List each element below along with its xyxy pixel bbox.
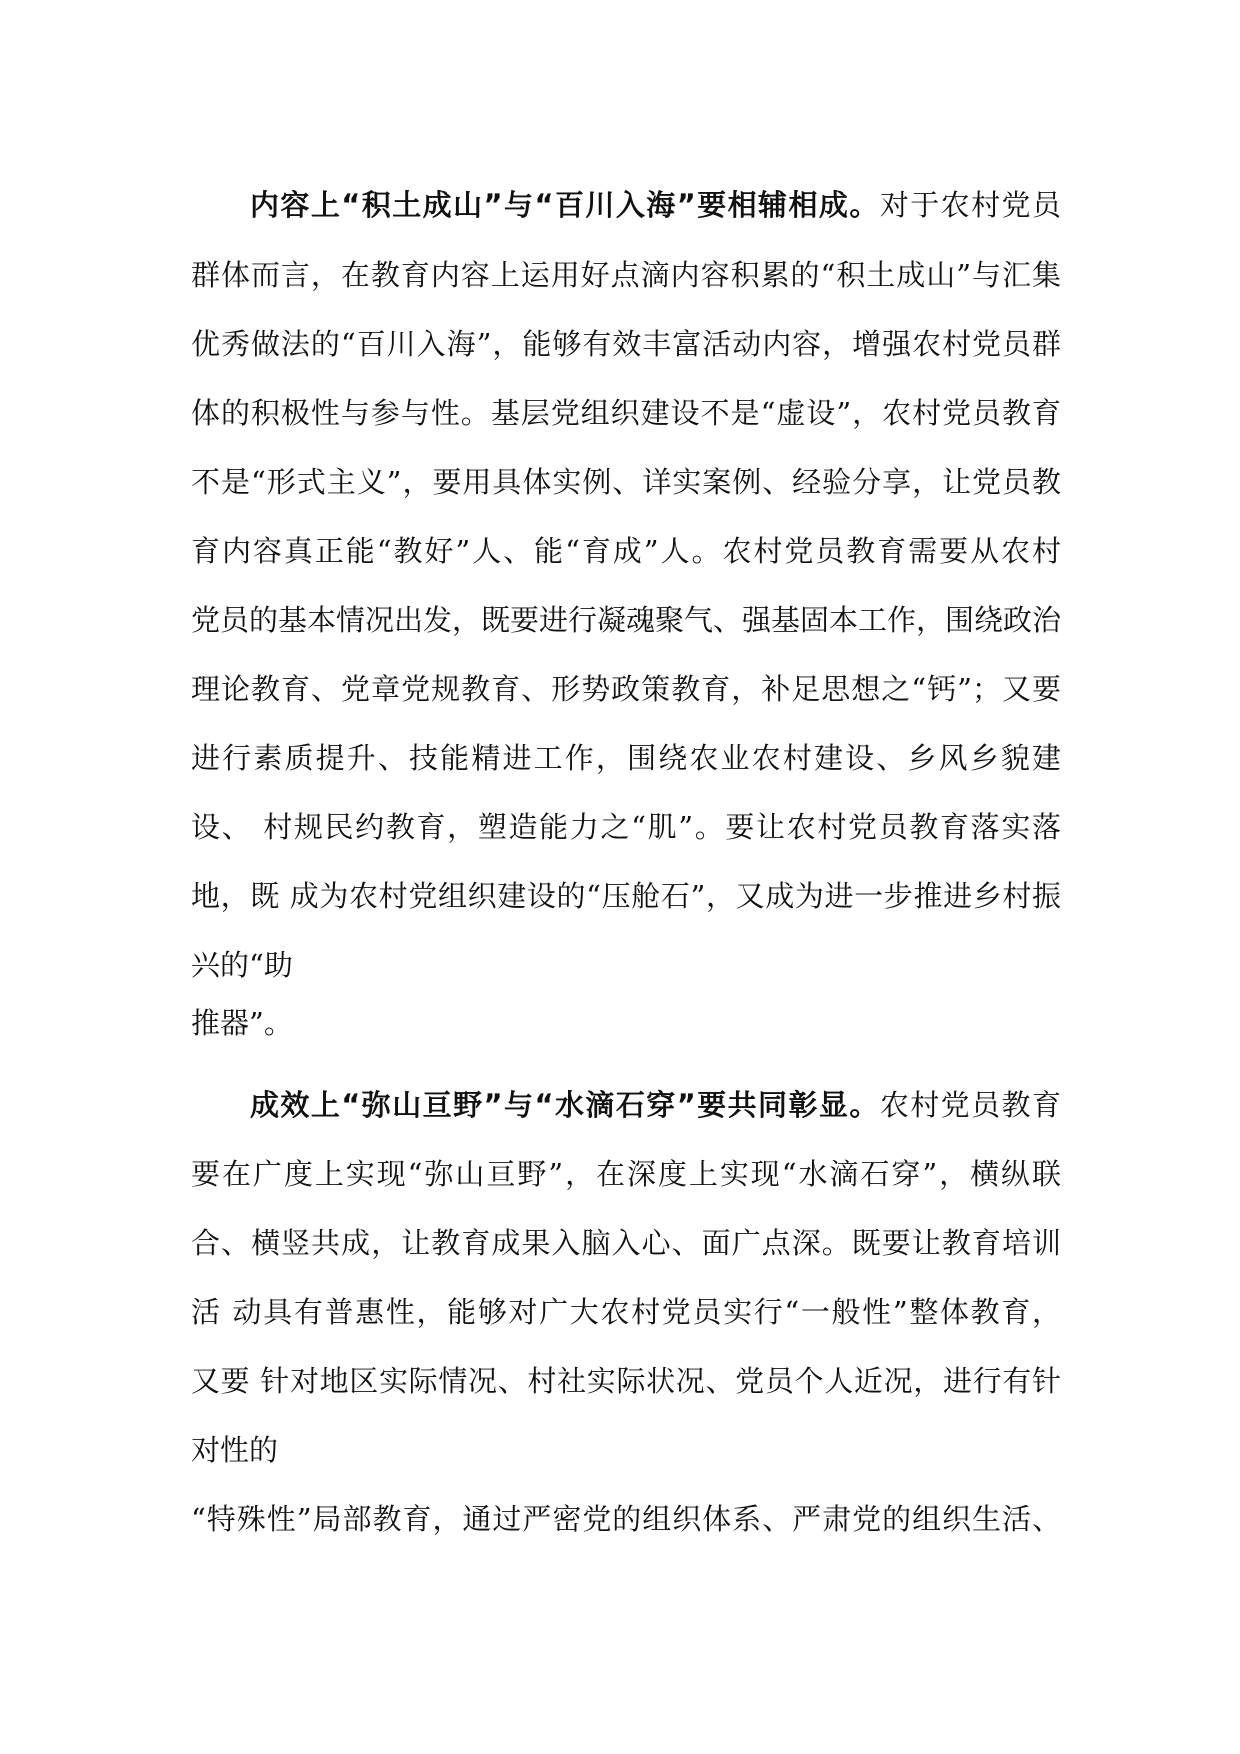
paragraph-1-line-5: 不是“形式主义”，要用具体实例、详实案例、经验分享，让党员教 [191, 465, 1061, 499]
paragraph-1-text: 对于农村党员 [879, 188, 1061, 222]
paragraph-2-text: 农村党员教育 [879, 1088, 1061, 1122]
paragraph-1-line-11: 地，既 成为农村党组织建设的“压舱石”，又成为进一步推进乡村振 [191, 879, 1061, 913]
paragraph-2-lead: 成效上“弥山亘野”与“水滴石穿”要共同彰显。 [250, 1088, 880, 1122]
paragraph-1-line-8: 理论教育、党章党规教育、形势政策教育，补足思想之“钙”；又要 [191, 672, 1061, 706]
paragraph-2-line-2: 要在广度上实现“弥山亘野”，在深度上实现“水滴石穿”，横纵联 [191, 1157, 1061, 1191]
paragraph-1-line-13: 推器”。 [191, 1006, 293, 1040]
paragraph-1-lead: 内容上“积土成山”与“百川入海”要相辅相成。 [250, 188, 880, 222]
paragraph-1-line-4: 体的积极性与参与性。基层党组织建设不是“虚设”，农村党员教育 [191, 396, 1061, 430]
paragraph-2-line-6: 对性的 [191, 1433, 279, 1467]
paragraph-1-line-3: 优秀做法的“百川入海”，能够有效丰富活动内容，增强农村党员群 [191, 327, 1061, 361]
paragraph-2-line-3: 合、横竖共成，让教育成果入脑入心、面广点深。既要让教育培训 [191, 1226, 1061, 1260]
paragraph-1-line-10: 设、 村规民约教育，塑造能力之“肌”。要让农村党员教育落实落 [191, 810, 1061, 844]
paragraph-1-line-2: 群体而言，在教育内容上运用好点滴内容积累的“积土成山”与汇集 [191, 258, 1061, 292]
paragraph-1-line-12: 兴的“助 [191, 948, 293, 982]
paragraph-1-line-7: 党员的基本情况出发，既要进行凝魂聚气、强基固本工作，围绕政治 [191, 603, 1062, 637]
paragraph-2-line-7: “特殊性”局部教育，通过严密党的组织体系、严肃党的组织生活、 [191, 1502, 1061, 1536]
paragraph-2-line-5: 又要 针对地区实际情况、村社实际状况、党员个人近况，进行有针 [191, 1364, 1061, 1398]
paragraph-2-line-4: 活 动具有普惠性，能够对广大农村党员实行“一般性”整体教育， [191, 1295, 1061, 1329]
paragraph-1-line-9: 进行素质提升、技能精进工作，围绕农业农村建设、乡风乡貌建 [191, 741, 1061, 775]
paragraph-1-line-1 [250, 185, 1061, 225]
paragraph-1-line-6: 育内容真正能“教好”人、能“育成”人。农村党员教育需要从农村 [191, 534, 1061, 568]
paragraph-2-line-1 [250, 1085, 1061, 1125]
